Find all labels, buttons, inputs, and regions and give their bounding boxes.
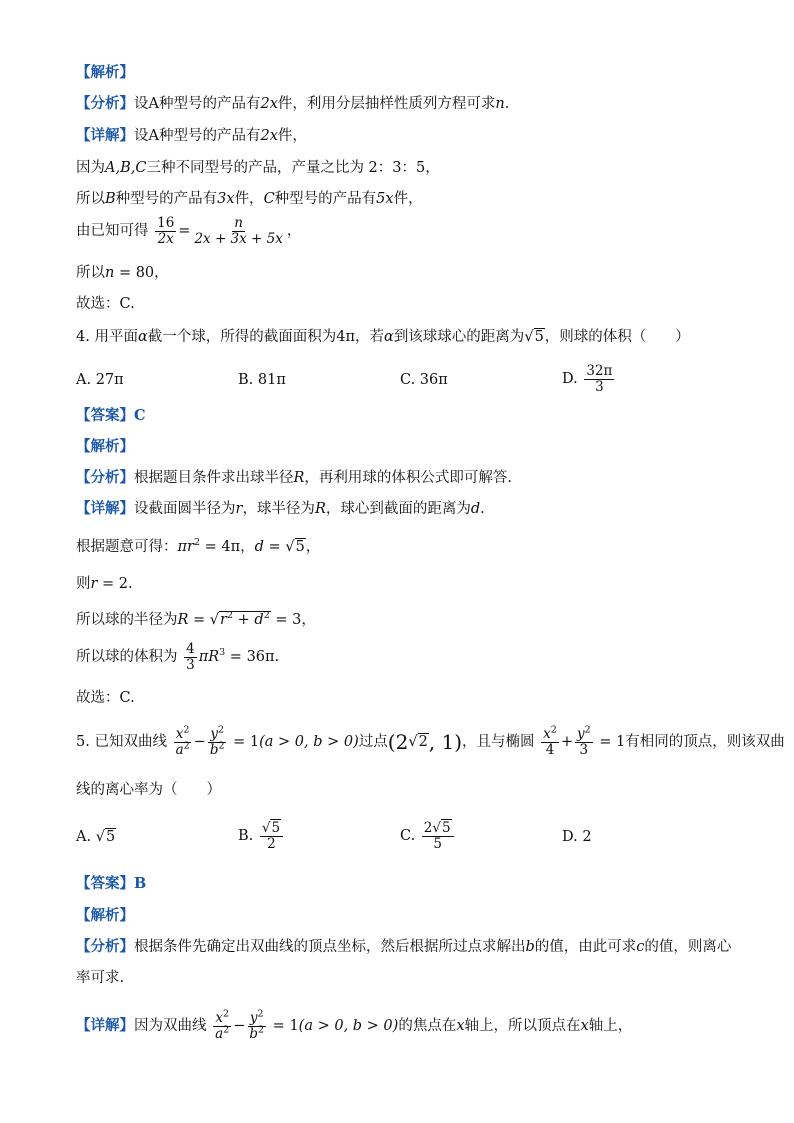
q4-option-c: C. 36π: [400, 372, 448, 388]
fraction: $\frac{16}{2x}$: [157, 214, 175, 247]
q4-analysis-line: 【分析】根据题目条件求出球半径R，再利用球的体积公式即可解答.: [76, 469, 513, 486]
q4-radius-line: 则r = 2.: [76, 576, 133, 592]
fraction: $\frac{y^2}{b^2}$: [209, 724, 225, 758]
q3-detail-line: 【详解】设A种型号的产品有2x件，: [76, 127, 307, 144]
sqrt: √5: [285, 539, 305, 555]
fraction: $\frac{y^2}{b^2}$: [249, 1008, 265, 1042]
q4-option-b: B. 81π: [238, 372, 286, 388]
sqrt: $√r^2 + d^2$: [209, 610, 270, 628]
q5-option-d: D. 2: [562, 829, 592, 845]
q5-option-c: C. $\frac{2√5}{5}$: [400, 813, 456, 859]
q3-equation-line: 由已知可得 $\frac{16}{2x}$ = $\frac{n}{2x + 3x + 5x}$ ，: [76, 214, 302, 247]
q4-big-radius-line: 所以球的半径为$R = √r^2 + d^2 = 3$，: [76, 610, 316, 628]
fraction: $\frac{y^2}{3}$: [576, 724, 591, 758]
q3-counts-line: 所以B种型号的产品有3x件，C种型号的产品有5x件，: [76, 191, 423, 207]
q4-answer: 【答案】C: [76, 407, 146, 424]
q4-stem: 4. 用平面α截一个球，所得的截面面积为4π，若α到该球球心的距离为√5，则球的体积（ ）: [76, 329, 690, 345]
fraction: $\frac{x^2}{4}$: [543, 724, 557, 758]
sqrt: √5: [524, 329, 544, 345]
q4-equation-line: 根据题意可得：$\pi r^2 = 4\pi$，d = √5，: [76, 537, 321, 555]
fraction: $\frac{n}{2x + 3x + 5x}$: [194, 214, 283, 247]
q5-option-b: B. $\frac{√5}{2}$: [238, 813, 285, 859]
analysis-heading: 【解析】: [76, 64, 134, 81]
sqrt: √2: [408, 734, 428, 750]
q5-analysis-heading: 【解析】: [76, 907, 134, 924]
q5-analysis-line: 【分析】根据条件先确定出双曲线的顶点坐标，然后根据所过点求解出b的值，由此可求c的值，则离心: [76, 938, 732, 955]
q4-option-a: A. 27π: [76, 372, 124, 388]
fraction: $\frac{32\pi}{3}$: [586, 362, 613, 395]
fraction: $\frac{√5}{2}$: [260, 821, 283, 852]
q3-result-line: 所以n = 80，: [76, 265, 169, 281]
q4-detail-line: 【详解】设截面圆半径为r，球半径为R，球心到截面的距离为d.: [76, 500, 485, 517]
fraction: $\frac{2√5}{5}$: [422, 821, 454, 852]
fraction: $\frac{4}{3}$: [186, 640, 195, 673]
sqrt: √5: [95, 829, 116, 845]
q5-stem: 5. 已知双曲线 $\frac{x^2}{a^2}$ − $\frac{y^2}{b^2}$ = 1(a > 0, b > 0)过点(2√2, 1)，且与椭圆 $\frac{x^2}{4}$ + $\frac{y^2}{3}$ = 1有相同的顶点，则该双曲: [76, 720, 785, 764]
q4-choice-line: 故选：C.: [76, 690, 135, 706]
q5-analysis-cont: 率可求.: [76, 970, 125, 986]
q3-ratio-line: 因为A,B,C三种不同型号的产品，产量之比为 2：3：5，: [76, 160, 440, 176]
q4-analysis-heading: 【解析】: [76, 438, 134, 455]
q4-option-d: D. $\frac{32\pi}{3}$: [562, 362, 613, 395]
q5-stem-cont: 线的离心率为（ ）: [76, 782, 221, 798]
q3-choice-line: 故选：C.: [76, 296, 135, 312]
q5-answer: 【答案】B: [76, 875, 147, 892]
q5-option-a: A. √5: [76, 829, 116, 845]
q4-volume-line: 所以球的体积为 $\frac{4}{3}$ $\pi R^3 = 36\pi$.: [76, 640, 280, 673]
fraction: $\frac{x^2}{a^2}$: [215, 1008, 230, 1042]
q3-analysis-line: 【分析】设A种型号的产品有2x件，利用分层抽样性质列方程可求n.: [76, 95, 510, 112]
fraction: $\frac{x^2}{a^2}$: [175, 724, 190, 758]
q5-detail-line: 【详解】因为双曲线 $\frac{x^2}{a^2}$ − $\frac{y^2}{b^2}$ = 1(a > 0, b > 0)的焦点在x轴上，所以顶点在x轴上，: [76, 1008, 633, 1042]
